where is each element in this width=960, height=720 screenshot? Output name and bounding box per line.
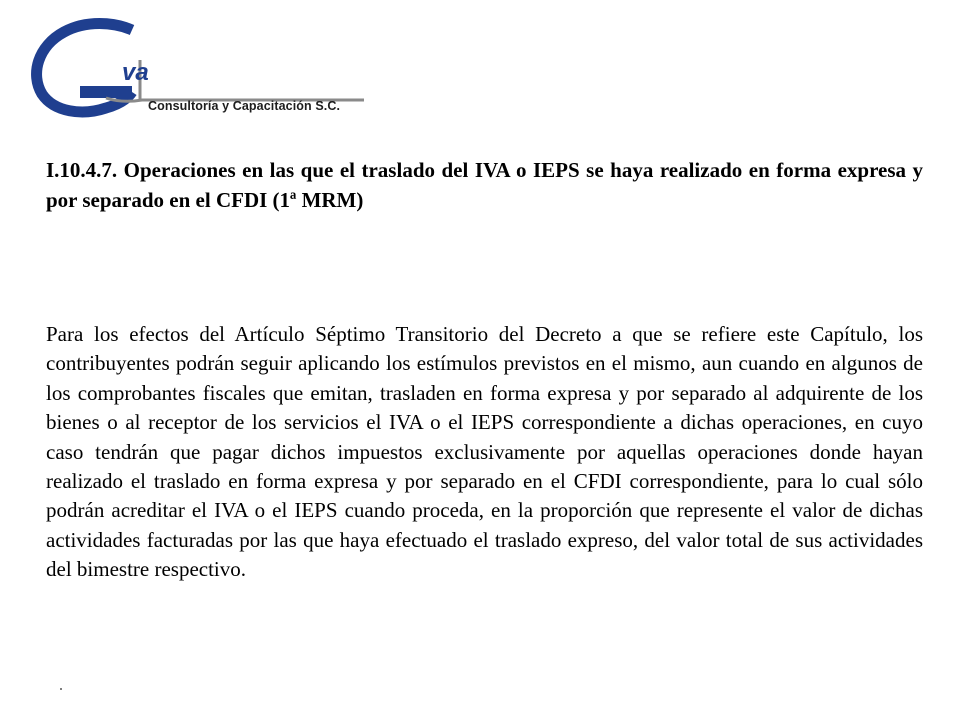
logo-monogram: va: [122, 59, 149, 86]
footer-dot: [60, 688, 62, 690]
section-title: I.10.4.7. Operaciones en las que el traslado del IVA o IEPS se haya realizado en forma expresa y por separado en el CFDI (1ª MRM): [46, 158, 923, 212]
logo-company-name: Consultoría y Capacitación S.C.: [148, 99, 341, 113]
logo-g-arc: [37, 24, 132, 112]
body-paragraph: Para los efectos del Artículo Séptimo Transitorio del Decreto a que se refiere este Capítulo, los contribuyentes podrán seguir aplicando los estímulos previstos en el mismo, aun cuando en algunos de los comprobantes fiscales que emitan, trasladen en forma expresa y por separado al adquirente de los bienes o al receptor de los servicios el IVA o el IEPS correspondiente a dichas operaciones, en cuyo caso tendrán que pagar dichos impuestos exclusivamente por aquellas operaciones donde hayan realizado el traslado en forma expresa y por separado en el CFDI correspondiente, para lo cual sólo podrán acreditar el IVA o el IEPS cuando proceda, en la proporción que represente el valor de dichas actividades facturadas por las que haya efectuado el traslado expreso, del valor total de sus actividades del bimestre respectivo.: [46, 322, 923, 582]
logo-g-bar: [80, 86, 132, 98]
